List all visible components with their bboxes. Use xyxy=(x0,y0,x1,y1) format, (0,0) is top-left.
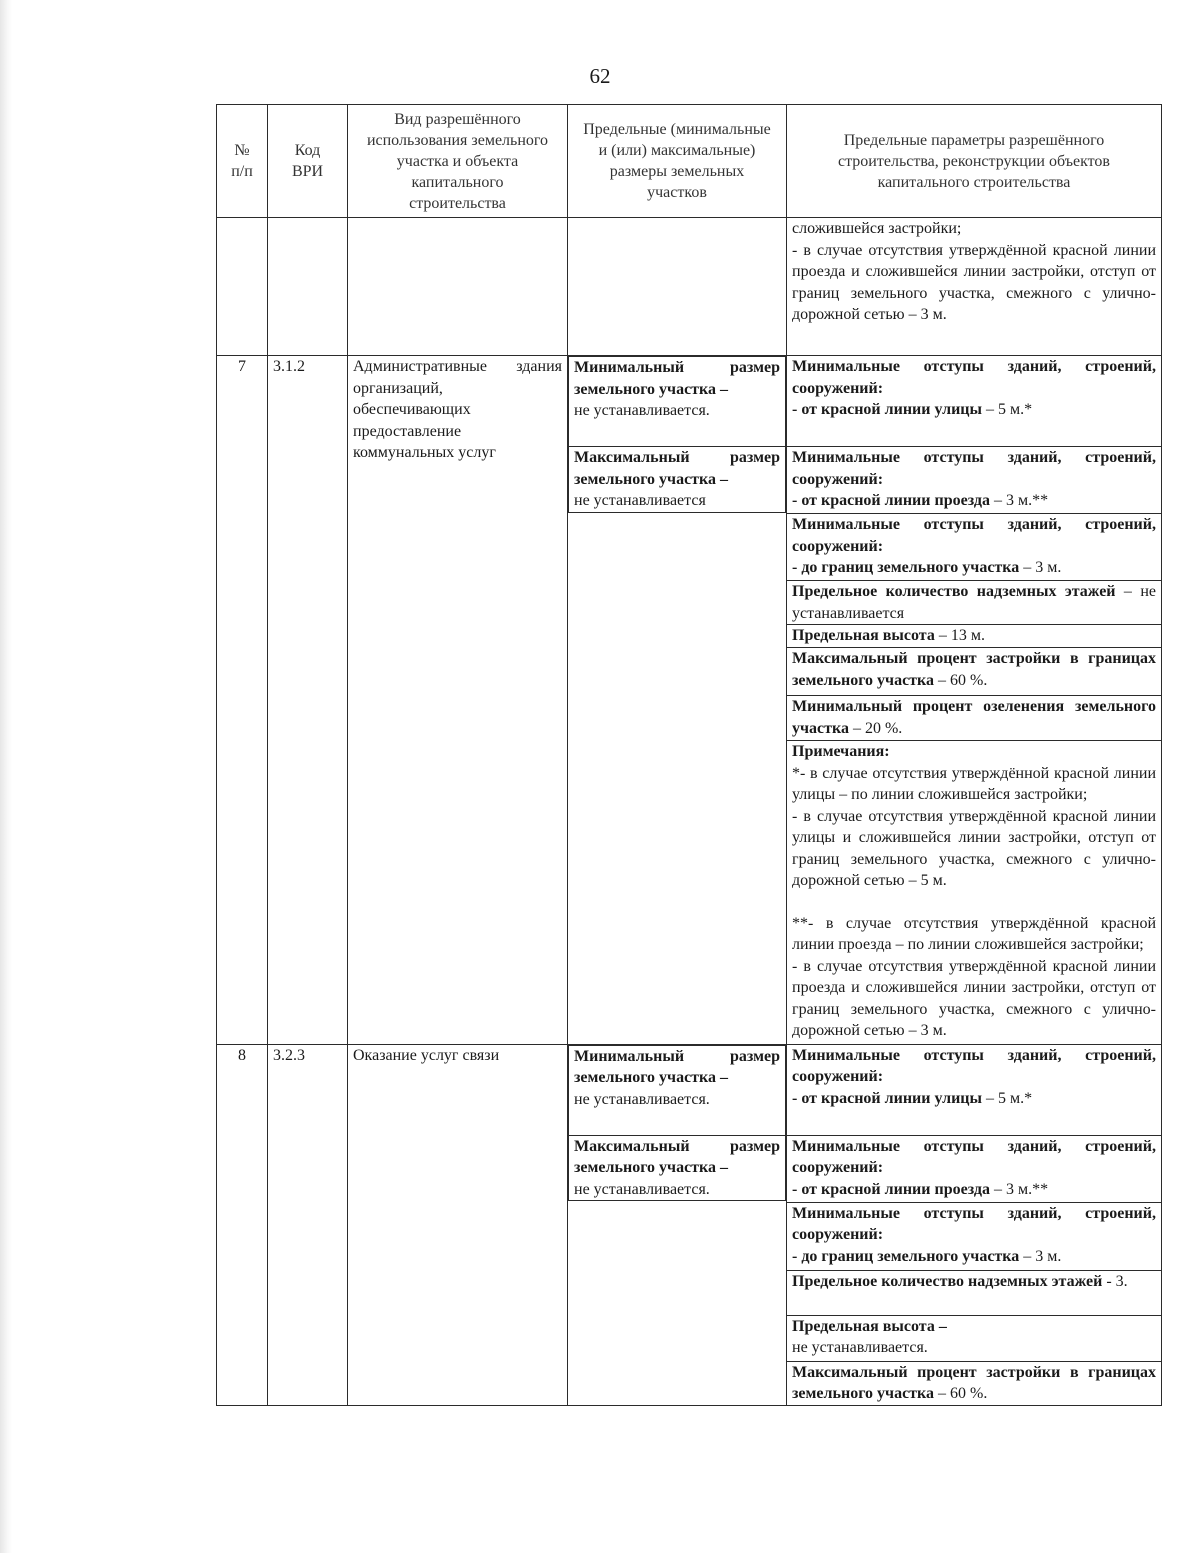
row8-param-floors: Предельное количество надземных этажей - 3. xyxy=(787,1271,1161,1316)
row8-param-setback-street: Минимальные отступы зданий, строений, сооружений: - от красной линии улицы – 5 м.* xyxy=(787,1045,1161,1136)
row7-param-floors: Предельное количество надземных этажей – не устанавливается xyxy=(787,581,1161,625)
row8-max-size-value: не устанавливается. xyxy=(574,1180,710,1198)
row7-params-cell xyxy=(787,356,1162,1045)
row7-code: 3.1.2 xyxy=(268,356,348,1045)
table-row-8 xyxy=(217,1044,1162,1405)
row8-param-setback-passage: Минимальные отступы зданий, строений, сооружений: - от красной линии проезда – 3 м.** xyxy=(787,1136,1161,1203)
continuation-row xyxy=(217,218,1162,356)
header-type: Вид разрешённого использования земельного участка и объекта капитального строительства xyxy=(348,105,568,218)
scan-edge xyxy=(0,0,12,1553)
row7-min-size-value: не устанавливается. xyxy=(574,402,710,419)
header-code: Код ВРИ xyxy=(268,105,348,218)
row7-use-type: Административные здания организаций, обеспечивающих предоставление коммунальных услуг xyxy=(348,356,568,1045)
row8-size-cell xyxy=(568,1044,787,1405)
row8-min-size-label: Минимальный размер земельного участка – xyxy=(574,1047,780,1086)
row7-param-setback-boundary: Минимальные отступы зданий, строений, сооружений: - до границ земельного участка – 3 м. xyxy=(787,514,1161,581)
row7-size-cell xyxy=(568,356,787,1045)
row7-max-size-value: не устанавливается xyxy=(574,492,706,509)
regulations-table xyxy=(216,104,1162,1406)
row8-max-size-label: Максимальный размер земельного участка – xyxy=(574,1137,780,1176)
header-num: № п/п xyxy=(217,105,268,218)
table-header-row xyxy=(217,105,1162,218)
continuation-line: - в случае отсутствия утверждённой красной линии проезда и сложившейся линии застройки, отступ от границ земельного участка, смежного с улично-дорожной сетью – 3 м. xyxy=(792,241,1156,323)
row8-param-coverage: Максимальный процент застройки в границах земельного участка – 60 %. xyxy=(792,1363,1156,1402)
header-params: Предельные параметры разрешённого строительства, реконструкции объектов капитального строительства xyxy=(787,105,1162,218)
row7-max-size-label: Максимальный размер земельного участка – xyxy=(574,449,780,488)
row7-notes: Примечания: *- в случае отсутствия утверждённой красной линии улицы – по линии сложившейся застройки; - в случае отсутствия утверждённой красной линии улицы и сложившейся линии застройки, отступ от границ земельного участка, смежного с улично-дорожной сетью – 5 м. **- в случае отсутствия утверждённой красной линии проезда – по линии сложившейся застройки; - в случае отсутствия утверждённой красной линии проезда и сложившейся линии застройки, отступ от границ земельного участка, смежного с улично-дорожной сетью – 3 м. xyxy=(792,743,1156,1039)
row7-num: 7 xyxy=(217,356,268,1045)
row8-param-height: Предельная высота – не устанавливается. xyxy=(787,1316,1161,1362)
row8-param-setback-boundary: Минимальные отступы зданий, строений, сооружений: - до границ земельного участка – 3 м. xyxy=(787,1203,1161,1271)
row8-min-size-value: не устанавливается. xyxy=(574,1090,710,1108)
row7-param-setback-passage: Минимальные отступы зданий, строений, сооружений: - от красной линии проезда – 3 м.** xyxy=(787,447,1161,514)
row7-param-setback-street: Минимальные отступы зданий, строений, сооружений: - от красной линии улицы – 5 м.* xyxy=(787,356,1161,447)
header-size: Предельные (минимальные и (или) максимальные) размеры земельных участков xyxy=(568,105,787,218)
row7-param-greening: Минимальный процент озеленения земельного участка – 20 %. xyxy=(787,696,1161,741)
continuation-line: сложившейся застройки; xyxy=(792,220,962,237)
row7-param-height: Предельная высота – 13 м. xyxy=(787,625,1161,648)
row7-param-coverage: Максимальный процент застройки в границах земельного участка – 60 %. xyxy=(787,648,1161,696)
row8-num: 8 xyxy=(217,1044,268,1405)
page-number: 62 xyxy=(589,64,611,88)
row8-use-type: Оказание услуг связи xyxy=(348,1044,568,1405)
row8-code: 3.2.3 xyxy=(268,1044,348,1405)
row7-min-size-label: Минимальный размер земельного участка – xyxy=(574,359,780,398)
table-row-7 xyxy=(217,356,1162,1045)
row8-params-cell xyxy=(787,1044,1162,1405)
